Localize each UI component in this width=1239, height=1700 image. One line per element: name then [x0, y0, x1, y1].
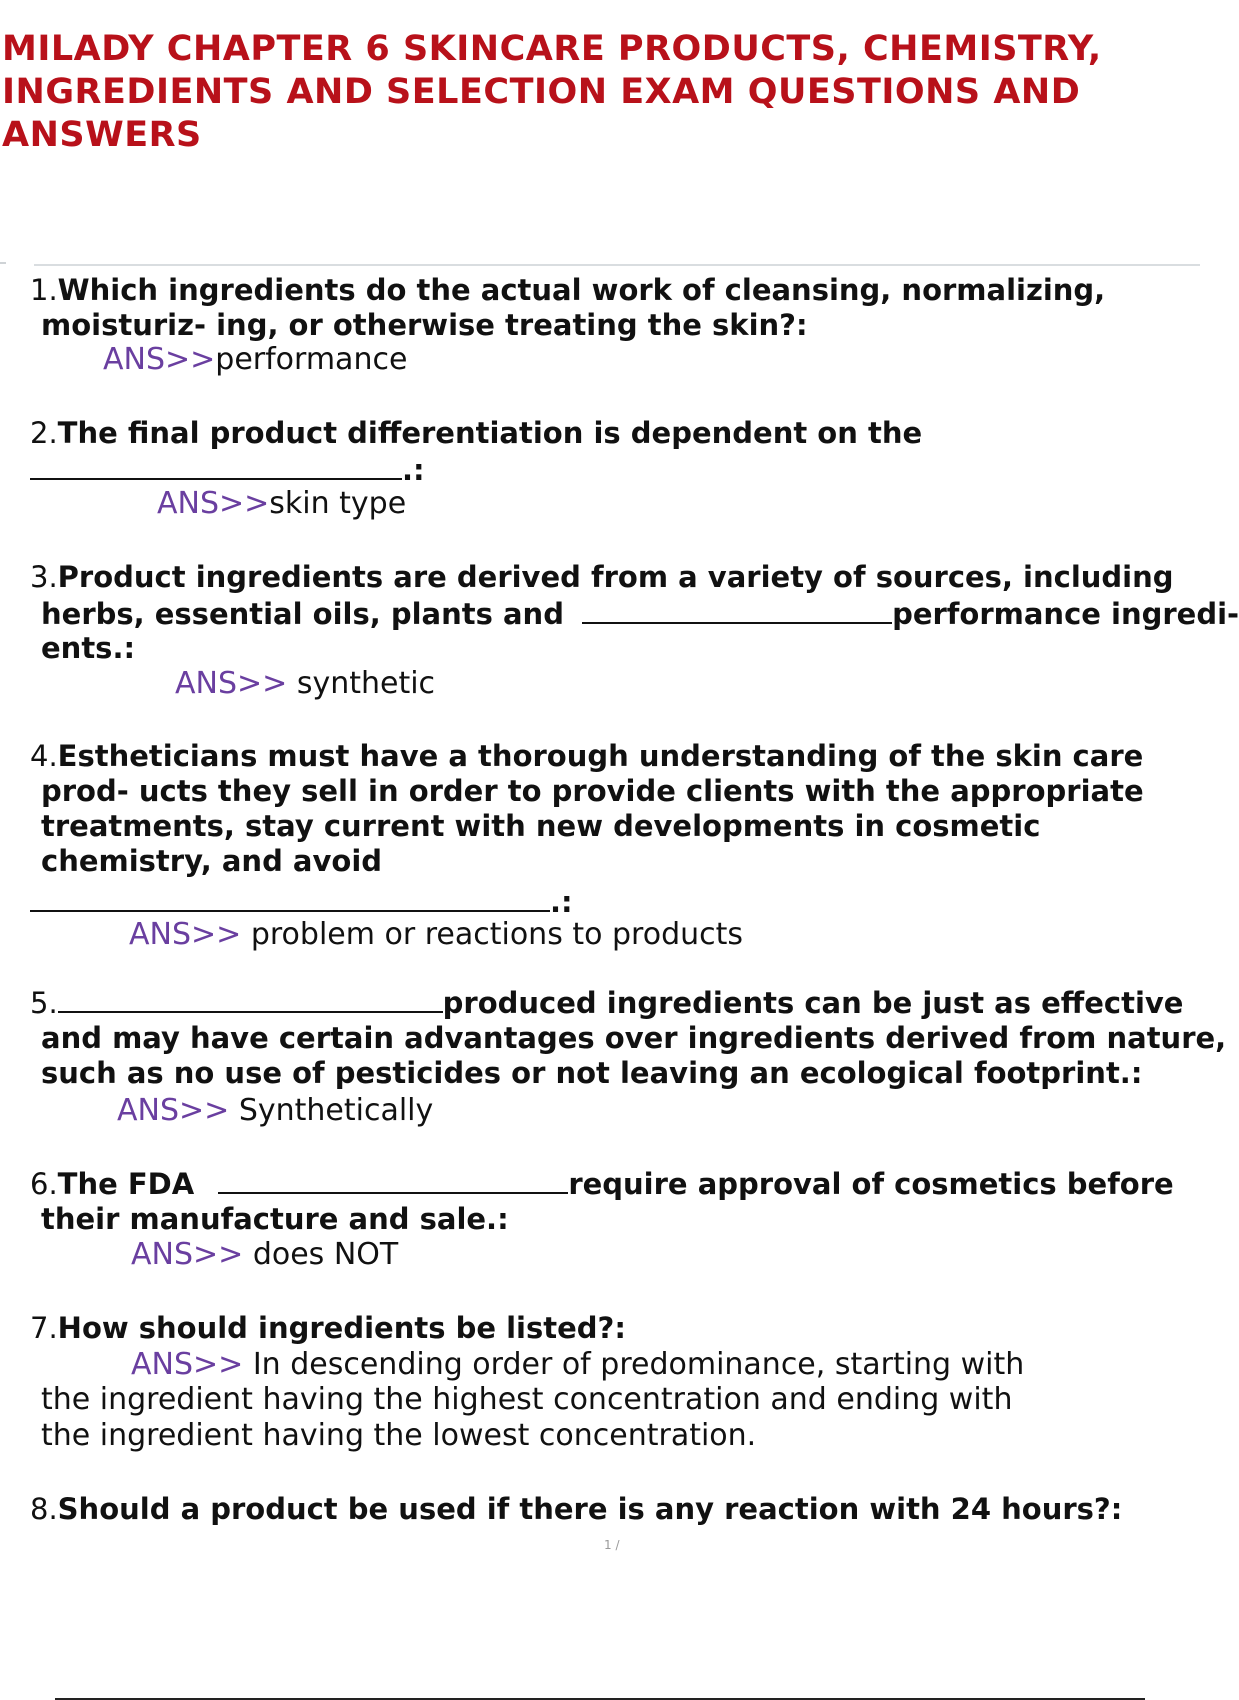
question-text: produced ingredients can be just as effective [442, 986, 1184, 1020]
answer-text: problem or reactions to products [250, 917, 744, 952]
question-7 [30, 1311, 1200, 1346]
question-text-line2: prod- ucts they sell in order to provide clients with the appropriate [41, 774, 1144, 808]
question-2 [30, 416, 1200, 451]
question-1 [30, 273, 1200, 343]
answer-text: performance [215, 342, 408, 377]
answer-prefix: ANS>> [175, 666, 297, 701]
question-suffix: .: [550, 885, 573, 919]
answer-7-line2: the ingredient having the highest concentration and ending with [41, 1382, 1013, 1417]
question-4-blank-line [30, 884, 1200, 920]
question-number: 2. [30, 416, 58, 450]
question-text-line3: such as no use of pesticides or not leaving an ecological footprint.: [41, 1056, 1143, 1090]
answer-text: Synthetically [238, 1093, 434, 1128]
question-text-line4: chemistry, and avoid [41, 844, 383, 878]
answer-prefix: ANS>> [117, 1093, 239, 1128]
question-text-line2: moisturiz- ing, or otherwise treating the skin?: [41, 308, 808, 342]
question-2-blank-line [30, 452, 1200, 488]
question-8 [30, 1492, 1200, 1527]
question-text: Which ingredients do the actual work of cleansing, normalizing, [57, 273, 1106, 307]
fill-in-blank [218, 1166, 568, 1194]
question-text: How should ingredients be listed?: [57, 1311, 626, 1345]
fill-in-blank [582, 596, 892, 624]
page-number: 1 / [604, 1538, 620, 1552]
question-suffix: .: [402, 453, 425, 487]
question-text: Product ingredients are derived from a variety of sources, including [57, 560, 1174, 594]
document-title: MILADY CHAPTER 6 SKINCARE PRODUCTS, CHEMISTRY, INGREDIENTS AND SELECTION EXAM QUESTIONS AND ANSWERS [2, 29, 1102, 155]
question-text: Should a product be used if there is any reaction with 24 hours?: [57, 1492, 1123, 1526]
question-text-line2-start: herbs, essential oils, plants and [41, 597, 564, 631]
header-divider [34, 264, 1200, 266]
answer-text: does NOT [252, 1237, 399, 1272]
question-text-line3: treatments, stay current with new developments in cosmetic [41, 809, 1041, 843]
fill-in-blank [30, 452, 402, 480]
question-text-line2: their manufacture and sale.: [41, 1202, 509, 1236]
answer-5 [117, 1093, 433, 1128]
question-text-end: require approval of cosmetics before [568, 1167, 1174, 1201]
question-text-line3: ents.: [41, 631, 136, 665]
answer-text: synthetic [296, 666, 436, 701]
question-6 [30, 1166, 1200, 1237]
question-text-line2-end: performance ingredi- [892, 597, 1239, 631]
question-text: The final product differentiation is dependent on the [57, 416, 923, 450]
answer-text: skin type [269, 486, 407, 521]
question-4 [30, 739, 1200, 879]
question-number: 8. [30, 1492, 58, 1526]
fill-in-blank [30, 884, 550, 912]
question-number: 7. [30, 1311, 58, 1345]
question-number: 4. [30, 739, 58, 773]
question-3-line2 [30, 596, 1239, 632]
answer-prefix: ANS>> [131, 1347, 253, 1382]
question-number: 3. [30, 560, 58, 594]
question-3-line3 [30, 631, 1200, 666]
answer-7-line3: the ingredient having the lowest concentration. [41, 1418, 757, 1453]
header-divider-tick [0, 262, 6, 264]
answer-prefix: ANS>> [129, 917, 251, 952]
question-number: 5. [30, 986, 58, 1020]
answer-4 [129, 917, 743, 952]
answer-prefix: ANS>> [131, 1237, 253, 1272]
question-3 [30, 560, 1200, 595]
answer-3 [175, 666, 435, 701]
question-number: 6. [30, 1167, 58, 1201]
answer-prefix: ANS>> [157, 486, 270, 521]
answer-text-line1: In descending order of predominance, starting with [252, 1347, 1025, 1382]
fill-in-blank [58, 985, 443, 1013]
answer-7 [131, 1347, 1024, 1382]
question-text-start: The FDA [57, 1167, 195, 1201]
answer-6 [131, 1237, 398, 1272]
answer-2 [157, 486, 406, 521]
question-5 [30, 985, 1227, 1091]
question-number: 1. [30, 273, 58, 307]
answer-prefix: ANS>> [103, 342, 216, 377]
question-text: Estheticians must have a thorough understanding of the skin care [57, 739, 1144, 773]
answer-1 [103, 342, 407, 377]
question-text-line2: and may have certain advantages over ingredients derived from nature, [41, 1021, 1227, 1055]
